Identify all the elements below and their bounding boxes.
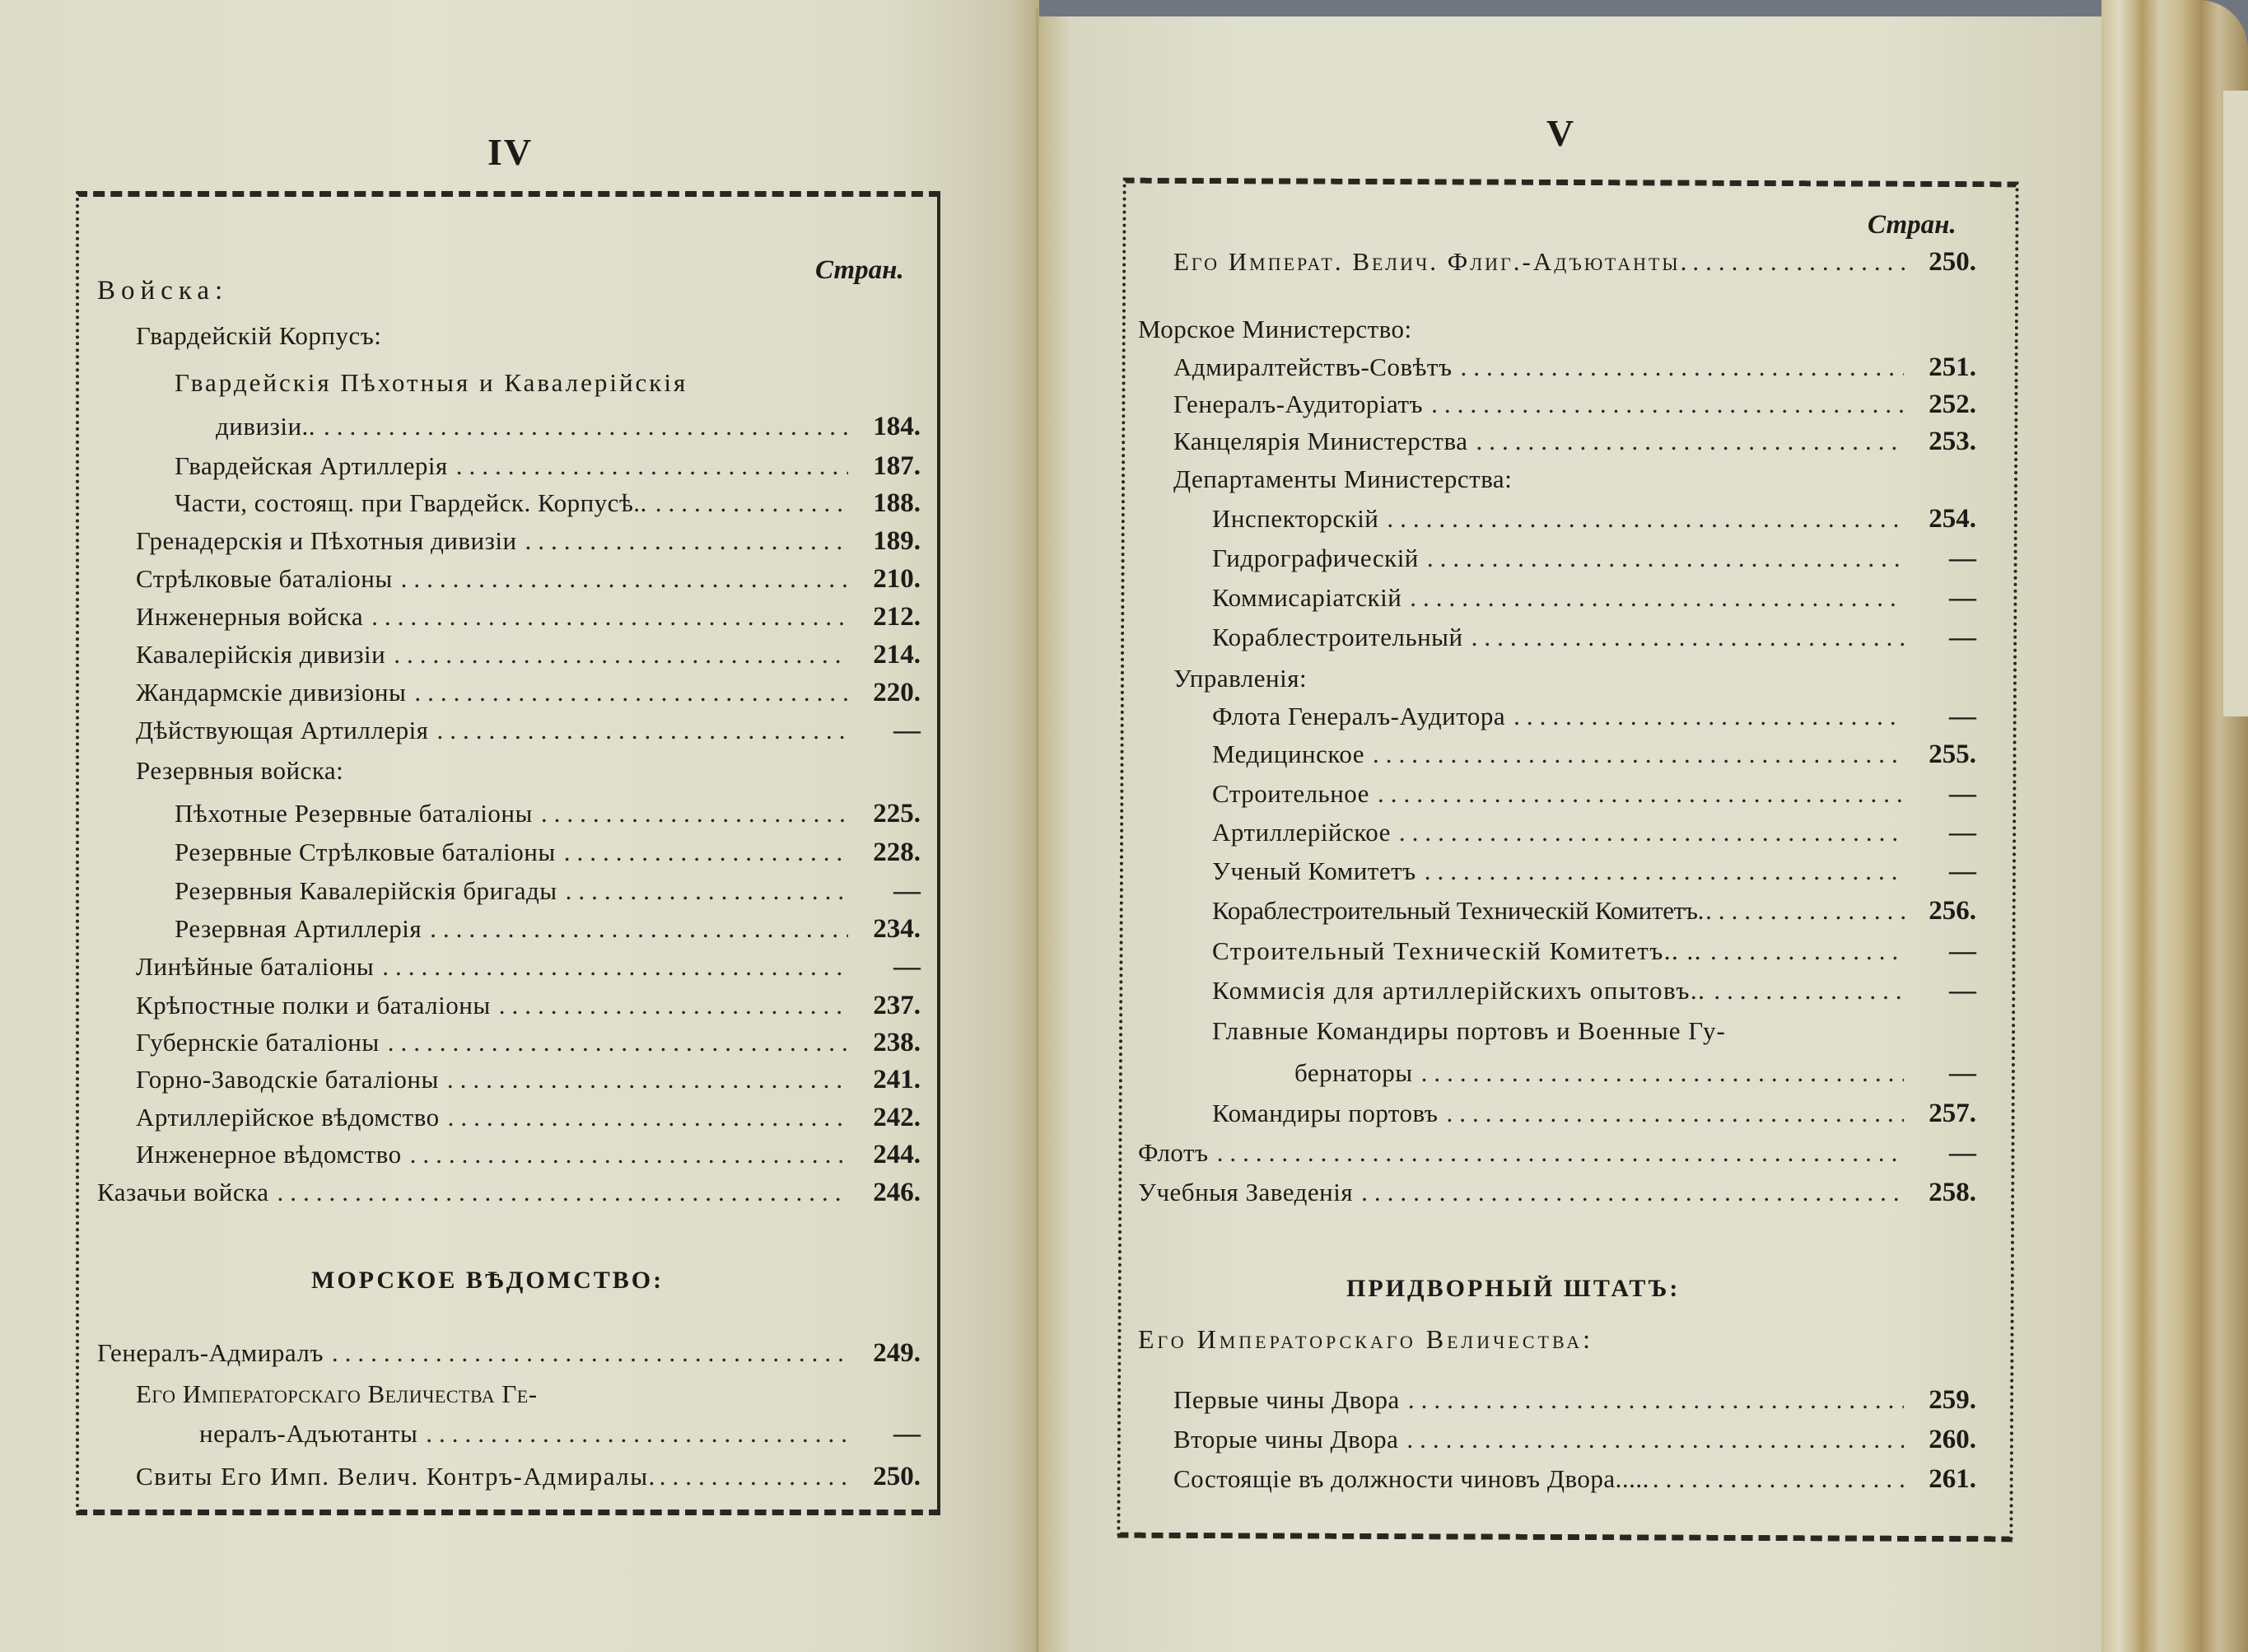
page-ref: 256. [1929, 896, 1976, 926]
dot-leader [1705, 896, 1910, 926]
toc-entry[interactable]: Морское Министерство: [1138, 315, 1412, 343]
page-ref: 187. [873, 451, 921, 481]
dot-leader [1217, 1138, 1904, 1168]
page-ref: 250. [873, 1462, 921, 1491]
dot-leader [1692, 247, 1909, 277]
page-ref: — [893, 876, 921, 906]
page-ref: 228. [873, 838, 921, 867]
toc-entry[interactable]: Коммисаріатскій ..... — [1212, 583, 1976, 614]
dot-leader [564, 838, 848, 867]
toc-entry[interactable]: Резервныя Кавалерійскія бригады ..... — [175, 876, 921, 907]
dot-leader [401, 564, 848, 594]
heading-imperial-majesty: Его Императорскаго Величества: [1138, 1324, 1594, 1354]
toc-entry[interactable]: Инспекторскій ..... 254. [1212, 504, 1976, 534]
toc-entry[interactable]: Главные Командиры портовъ и Военные Гу- [1212, 1016, 1726, 1045]
toc-entry[interactable]: Коммисія для артиллерійскихъ опытовъ.. ..... — [1212, 976, 1976, 1006]
dot-leader [388, 1028, 848, 1057]
dot-leader [448, 1103, 848, 1132]
toc-entry[interactable]: Управленія: [1173, 664, 1308, 693]
toc-entry[interactable]: Канцелярія Министерства ..... 253. [1173, 427, 1976, 457]
toc-entry[interactable]: Инженерное вѣдомство ..... 244. [136, 1140, 921, 1170]
dot-leader [1461, 352, 1904, 382]
page-ref: — [1949, 818, 1976, 847]
page-ref: — [1949, 702, 1976, 731]
toc-entry[interactable]: Кавалерійскія дивизіи ..... 214. [136, 640, 921, 670]
toc-entry[interactable]: Флота Генералъ-Аудитора ..... — [1212, 702, 1976, 732]
page-ref: 258. [1929, 1178, 1976, 1207]
toc-entry[interactable]: Гвардейскія Пѣхотныя и Кавалерійскія [175, 368, 688, 397]
dot-leader [541, 799, 848, 828]
toc-entry[interactable]: Гвардейская Артиллерія ..... 187. [175, 451, 921, 482]
dot-leader [278, 1178, 849, 1207]
page-ref: 257. [1929, 1099, 1976, 1128]
toc-entry[interactable]: Артиллерійское вѣдомство ..... 242. [136, 1103, 921, 1133]
page-ref: 238. [873, 1028, 921, 1057]
page-ref: 259. [1929, 1385, 1976, 1415]
page-ref: — [1949, 856, 1976, 886]
toc-entry[interactable]: Учебныя Заведенія ..... 258. [1138, 1178, 1976, 1208]
toc-entry[interactable]: Резервные Стрѣлковые баталіоны ..... 228. [175, 838, 921, 868]
toc-entry[interactable]: Кораблестроительный Техническій Комитетъ. ..... 256. [1212, 896, 1976, 926]
page-ref: — [1949, 1138, 1976, 1168]
toc-entry[interactable]: дивизіи.. ..... 184. [216, 412, 921, 442]
page-ref: 250. [1929, 247, 1976, 277]
page-ref: 212. [873, 602, 921, 632]
page-ref: 188. [873, 488, 921, 518]
toc-entry[interactable]: Инженерныя войска ..... 212. [136, 602, 921, 632]
dot-leader [332, 1338, 848, 1368]
toc-entry[interactable]: Флотъ ..... — [1138, 1138, 1976, 1169]
page-ref: — [893, 952, 921, 982]
toc-entry[interactable]: Гвардейскій Корпусъ: [136, 321, 382, 350]
toc-entry[interactable]: Артиллерійское ..... — [1212, 818, 1976, 848]
toc-entry[interactable]: Резервная Артиллерія ..... 234. [175, 914, 921, 945]
page-ref: 225. [873, 799, 921, 828]
dot-leader [1421, 1058, 1904, 1088]
toc-entry[interactable]: Дѣйствующая Артиллерія ..... — [136, 716, 921, 746]
dot-leader [655, 488, 848, 518]
page-ref: — [1949, 544, 1976, 573]
toc-entry[interactable]: Ученый Комитетъ ..... — [1212, 856, 1976, 887]
column-header-pages: Стран. [815, 255, 904, 285]
dot-leader [1710, 936, 1904, 966]
dot-leader [371, 602, 848, 632]
dot-leader [1431, 390, 1904, 419]
heading-troops: Войска: [97, 276, 229, 306]
toc-entry[interactable]: Вторые чины Двора ..... 260. [1173, 1425, 1976, 1455]
dot-leader [1410, 583, 1904, 613]
toc-entry[interactable]: Его Императорскаго Величества Ге- [136, 1379, 538, 1408]
toc-entry[interactable]: Горно-Заводскіе баталіоны ..... 241. [136, 1065, 921, 1095]
dot-leader [1373, 740, 1904, 769]
page-ref: 220. [873, 678, 921, 707]
dot-leader [1653, 1464, 1909, 1494]
toc-entry[interactable]: Части, состоящ. при Гвардейск. Корпусѣ.. ..... 188. [175, 488, 921, 519]
page-ref: 244. [873, 1140, 921, 1169]
dot-leader [1361, 1178, 1904, 1207]
dot-leader [382, 952, 848, 982]
page-ref: — [1949, 779, 1976, 809]
toc-entry[interactable]: Генералъ-Аудиторіатъ ..... 252. [1173, 390, 1976, 420]
page-ref: 260. [1929, 1425, 1976, 1454]
page-ref: — [893, 716, 921, 745]
page-ref: — [1949, 936, 1976, 966]
toc-entry[interactable]: Командиры портовъ ..... 257. [1212, 1099, 1976, 1129]
toc-entry[interactable]: Стрѣлковые баталіоны ..... 210. [136, 564, 921, 595]
column-header-pages: Стран. [1868, 210, 1957, 240]
page-ref: — [1949, 976, 1976, 1006]
page-ref: — [1949, 583, 1976, 613]
page-ref: 242. [873, 1103, 921, 1132]
toc-entry[interactable]: Медицинское ..... 255. [1212, 740, 1976, 770]
page-ref: 249. [873, 1338, 921, 1368]
toc-entry[interactable]: Генералъ-Адмиралъ ..... 249. [97, 1338, 921, 1369]
toc-entry[interactable]: Первые чины Двора ..... 259. [1173, 1385, 1976, 1416]
dot-leader [566, 876, 848, 906]
dot-leader [525, 526, 848, 556]
toc-entry[interactable]: Адмиралтействъ-Совѣтъ ..... 251. [1173, 352, 1976, 383]
dot-leader [324, 412, 848, 441]
dot-leader [436, 716, 848, 745]
dot-leader [426, 1419, 848, 1449]
toc-entry[interactable]: бернаторы ..... — [1294, 1058, 1976, 1089]
dot-leader [1387, 504, 1904, 534]
dot-leader [430, 914, 848, 944]
page-ref: — [1949, 623, 1976, 652]
toc-entry[interactable]: нералъ-Адъютанты ..... — [199, 1419, 921, 1449]
toc-entry[interactable]: Состоящіе въ должности чиновъ Двора..... ..... 261. [1173, 1464, 1976, 1495]
next-page-edge [2223, 91, 2248, 716]
dot-leader [1427, 544, 1904, 573]
dot-leader [1406, 1425, 1904, 1454]
page-number-right: V [1546, 112, 1576, 154]
page-ref: 214. [873, 640, 921, 670]
dot-leader [1513, 702, 1904, 731]
toc-entry[interactable]: Свиты Его Имп. Велич. Контръ-Адмиралы. ..... 250. [136, 1462, 921, 1492]
dot-leader [1446, 1099, 1904, 1128]
toc-entry[interactable]: Кораблестроительный ..... — [1212, 623, 1976, 653]
toc-entry[interactable]: Линѣйные баталіоны ..... — [136, 952, 921, 982]
page-ref: 234. [873, 914, 921, 944]
dot-leader [447, 1065, 848, 1094]
page-ref: — [893, 1419, 921, 1449]
toc-entry[interactable]: Строительный Техническій Комитетъ.. .. ..... — [1212, 936, 1976, 967]
page-ref: 253. [1929, 427, 1976, 456]
dot-leader [660, 1462, 853, 1491]
toc-entry[interactable]: Его Императ. Велич. Флиг.-Адъютанты. ..... 250. [1173, 247, 1976, 278]
page-ref: 254. [1929, 504, 1976, 534]
dot-leader [1476, 427, 1904, 456]
page-ref: 261. [1929, 1464, 1976, 1494]
page-ref: 184. [873, 412, 921, 441]
dot-leader [1471, 623, 1904, 652]
toc-entry[interactable]: Резервныя войска: [136, 756, 344, 785]
dot-leader [410, 1140, 848, 1169]
page-ref: 241. [873, 1065, 921, 1094]
book-gutter [1036, 8, 1038, 1652]
dot-leader [1378, 779, 1904, 809]
dot-leader [1714, 976, 1904, 1006]
toc-entry[interactable]: Крѣпостные полки и баталіоны ..... 237. [136, 991, 921, 1021]
page-ref: 210. [873, 564, 921, 594]
page-ref: 246. [873, 1178, 921, 1207]
dot-leader [414, 678, 848, 707]
toc-entry[interactable]: Пѣхотные Резервные баталіоны ..... 225. [175, 799, 921, 829]
dot-leader [394, 640, 848, 670]
toc-entry[interactable]: Строительное ..... — [1212, 779, 1976, 810]
page-ref: 252. [1929, 390, 1976, 419]
toc-entry[interactable]: Гренадерскія и Пѣхотныя дивизіи ..... 189. [136, 526, 921, 557]
toc-entry[interactable]: Казачьи войска ..... 246. [97, 1178, 921, 1208]
page-ref: 237. [873, 991, 921, 1020]
dot-leader [499, 991, 848, 1020]
dot-leader [1425, 856, 1904, 886]
section-title-naval: МОРСКОЕ ВѢДОМСТВО: [311, 1267, 665, 1294]
page-ref: 251. [1929, 352, 1976, 382]
page-ref: 255. [1929, 740, 1976, 769]
page-number-left: IV [487, 131, 534, 173]
dot-leader [1408, 1385, 1904, 1415]
toc-entry[interactable]: Гидрографическій ..... — [1212, 544, 1976, 574]
toc-entry[interactable]: Губернскіе баталіоны ..... 238. [136, 1028, 921, 1058]
page-ref: 189. [873, 526, 921, 556]
toc-entry[interactable]: Департаменты Министерства: [1173, 464, 1513, 493]
page-ref: — [1949, 1058, 1976, 1088]
dot-leader [456, 451, 848, 481]
toc-entry[interactable]: Жандармскіе дивизіоны ..... 220. [136, 678, 921, 708]
dot-leader [1399, 818, 1904, 847]
section-title-court: ПРИДВОРНЫЙ ШТАТЪ: [1346, 1275, 1681, 1302]
